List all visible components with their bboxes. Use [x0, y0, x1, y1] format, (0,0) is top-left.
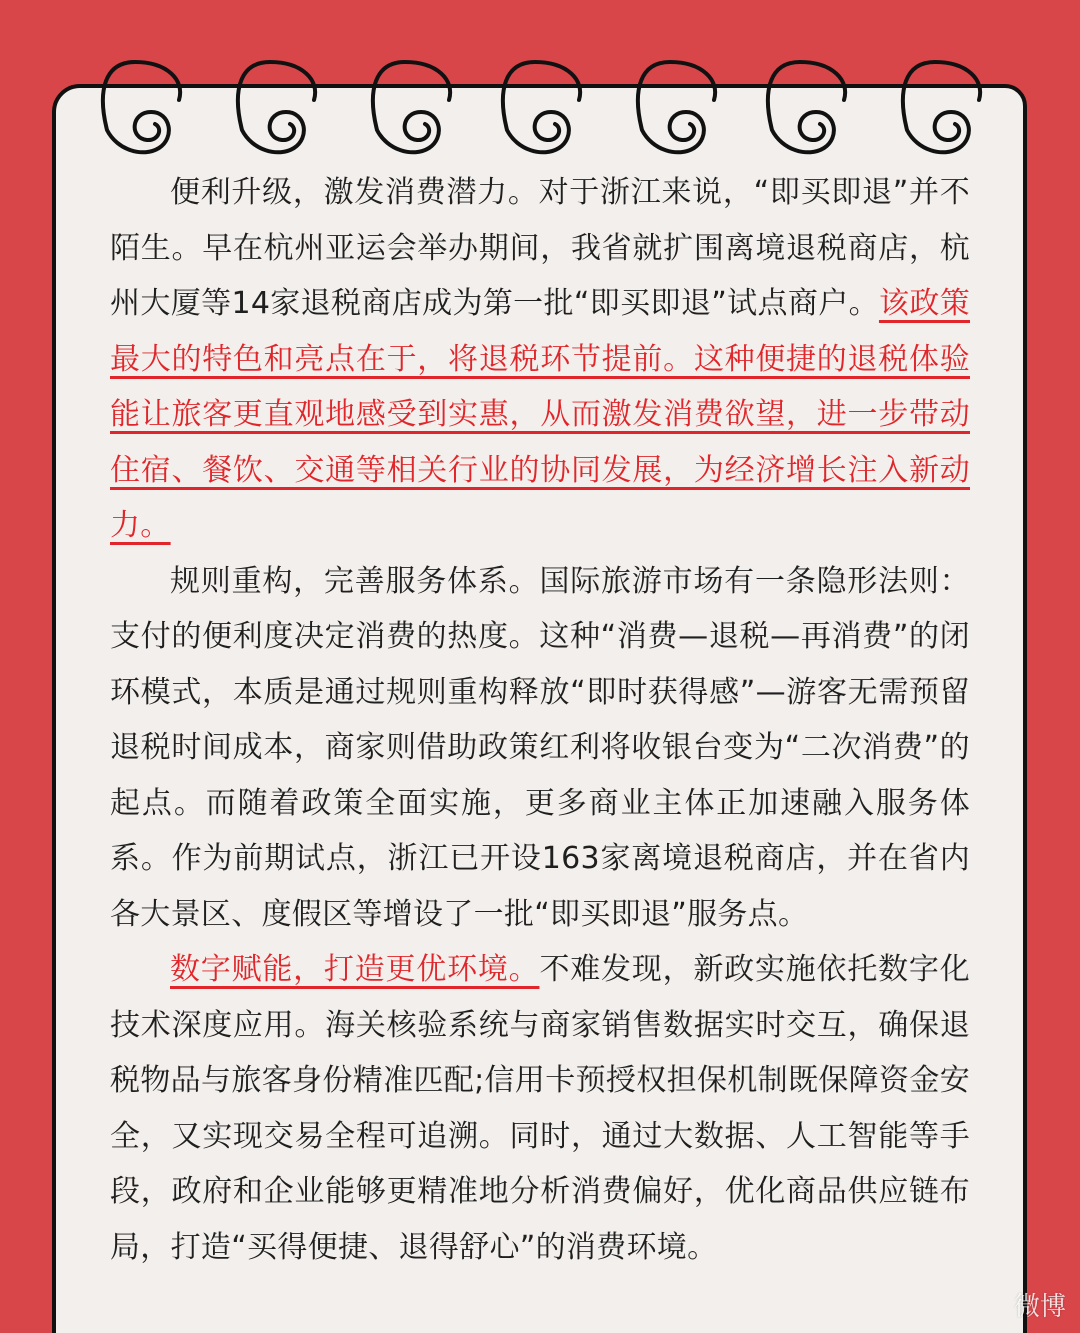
paragraph-3-highlight: 数字赋能，打造更优环境。: [170, 952, 540, 987]
article-body: [110, 165, 970, 1275]
paragraph-1: [110, 165, 970, 554]
paragraph-1-text: 便利升级，激发消费潜力。对于浙江来说，“即买即退”并不陌生。早在杭州亚运会举办期间，我省就扩围离境退税商店，杭州大厦等14家退税商店成为第一批“即买即退”试点商户。: [110, 175, 970, 321]
paragraph-3-text: 不难发现，新政实施依托数字化技术深度应用。海关核验系统与商家销售数据实时交互，确保退税物品与旅客身份精准匹配;信用卡预授权担保机制既保障资金安全，又实现交易全程可追溯。同时，通过大数据、人工智能等手段，政府和企业能够更精准地分析消费偏好，优化商品供应链布局，打造“买得便捷、退得舒心”的消费环境。: [110, 952, 970, 1265]
paragraph-1-highlight: 该政策最大的特色和亮点在于，将退税环节提前。这种便捷的退税体验能让旅客更直观地感受到实惠，从而激发消费欲望，进一步带动住宿、餐饮、交通等相关行业的协同发展，为经济增长注入新动力。: [110, 286, 970, 543]
paragraph-2-text: 规则重构，完善服务体系。国际旅游市场有一条隐形法则：支付的便利度决定消费的热度。这种“消费—退税—再消费”的闭环模式，本质是通过规则重构释放“即时获得感”—游客无需预留退税时间成本，商家则借助政策红利将收银台变为“二次消费”的起点。而随着政策全面实施，更多商业主体正加速融入服务体系。作为前期试点，浙江已开设163家离境退税商店，并在省内各大景区、度假区等增设了一批“即买即退”服务点。: [110, 563, 970, 932]
paragraph-2: [110, 554, 970, 943]
paragraph-3: [110, 942, 970, 1275]
watermark: 微博: [1013, 1292, 1066, 1322]
